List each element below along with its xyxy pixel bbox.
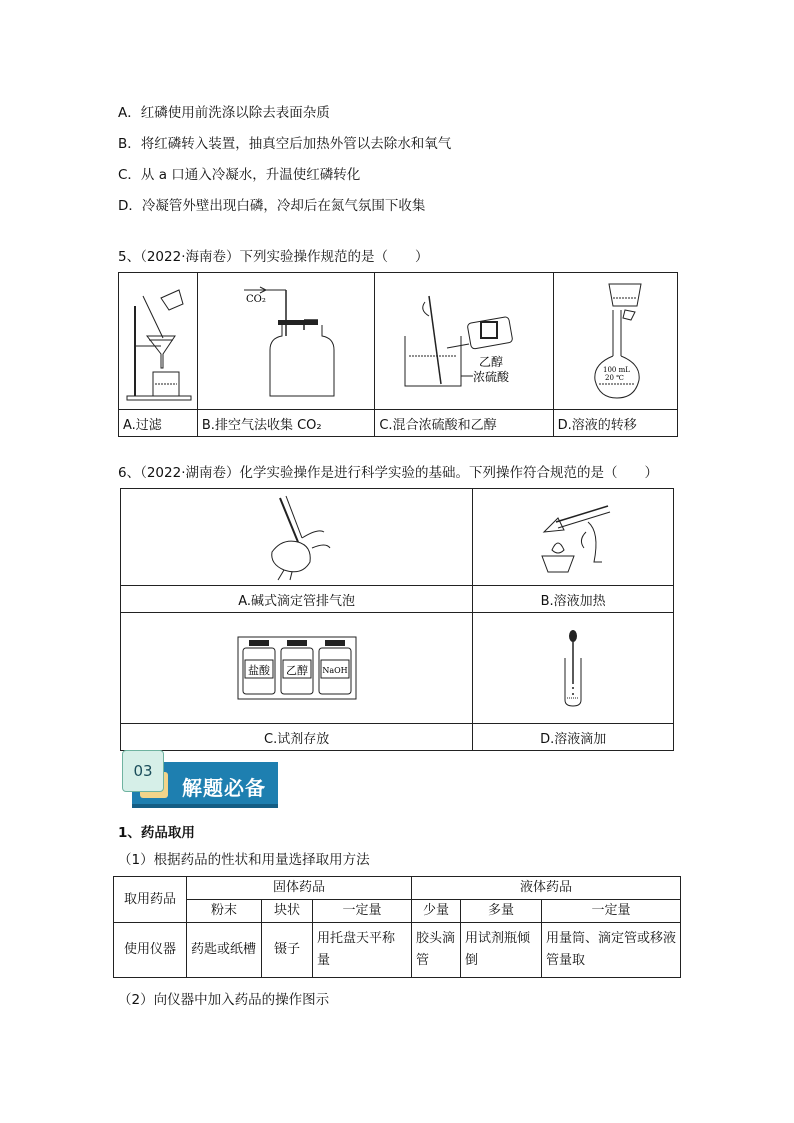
q5-caption-c: C.混合浓硫酸和乙醇 bbox=[375, 410, 553, 437]
drug-table-cell: 镊子 bbox=[262, 923, 313, 978]
q5-filter-figure bbox=[119, 273, 198, 410]
drug-table-cell: 胶头滴管 bbox=[412, 923, 461, 978]
q6-caption-b: B.溶液加热 bbox=[473, 586, 674, 613]
svg-text:盐酸: 盐酸 bbox=[247, 664, 270, 677]
drug-table-subheader: 一定量 bbox=[542, 900, 681, 923]
q6-burette-figure bbox=[121, 489, 473, 586]
badge-title: 解题必备 bbox=[182, 776, 266, 800]
svg-text:20 ℃: 20 ℃ bbox=[605, 374, 625, 382]
drug-table bbox=[113, 876, 681, 978]
section-badge bbox=[122, 750, 278, 810]
q5-question: 5、（2022·海南卷）下列实验操作规范的是（ ） bbox=[118, 249, 429, 265]
badge-bar-shadow bbox=[132, 804, 278, 808]
drug-table-subheader: 粉末 bbox=[187, 900, 262, 923]
volumetric-flask-icon bbox=[565, 276, 665, 406]
drug-table-subheader: 多量 bbox=[461, 900, 542, 923]
q4-option-d: D．冷凝管外壁出现白磷，冷却后在氮气氛围下收集 bbox=[118, 198, 426, 214]
q5-caption-b: B.排空气法收集 CO₂ bbox=[197, 410, 374, 437]
q6-dropper-figure bbox=[473, 613, 674, 724]
beaker-mixing-icon bbox=[389, 276, 539, 406]
q6-caption-c: C.试剂存放 bbox=[121, 724, 473, 751]
svg-text:CO₂: CO₂ bbox=[246, 294, 266, 305]
drug-table-solid-header: 固体药品 bbox=[187, 877, 412, 900]
reagent-bottles-icon bbox=[237, 636, 357, 700]
drug-table-subheader: 块状 bbox=[262, 900, 313, 923]
filter-apparatus-icon bbox=[121, 276, 195, 406]
section-heading: 1、药品取用 bbox=[118, 825, 195, 841]
q5-caption-a: A.过滤 bbox=[119, 410, 198, 437]
svg-text:100 mL: 100 mL bbox=[603, 366, 631, 374]
q5-caption-d: D.溶液的转移 bbox=[553, 410, 677, 437]
badge-number: 03 bbox=[122, 750, 164, 792]
drug-table-liquid-header: 液体药品 bbox=[412, 877, 681, 900]
drug-table-cell: 药匙或纸槽 bbox=[187, 923, 262, 978]
svg-text:NaOH: NaOH bbox=[322, 666, 348, 675]
drug-table-row-header-2: 使用仪器 bbox=[114, 923, 187, 978]
section-sub2: （2）向仪器中加入药品的操作图示 bbox=[118, 992, 330, 1008]
svg-text:乙醇: 乙醇 bbox=[285, 664, 308, 677]
drug-table-cell: 用试剂瓶倾倒 bbox=[461, 923, 542, 978]
svg-text:乙醇: 乙醇 bbox=[478, 355, 503, 369]
q4-option-c: C．从 a 口通入冷凝水，升温使红磷转化 bbox=[118, 167, 361, 183]
drug-table-cell: 用托盘天平称量 bbox=[313, 923, 412, 978]
q6-bottles-figure bbox=[121, 613, 473, 724]
drug-table-subheader: 少量 bbox=[412, 900, 461, 923]
q6-figure-table bbox=[120, 488, 674, 751]
q4-option-b: B．将红磷转入装置，抽真空后加热外管以去除水和氧气 bbox=[118, 136, 452, 152]
q5-figure-table bbox=[118, 272, 678, 437]
section-sub1: （1）根据药品的性状和用量选择取用方法 bbox=[118, 852, 370, 868]
q6-caption-d: D.溶液滴加 bbox=[473, 724, 674, 751]
q6-caption-a: A.碱式滴定管排气泡 bbox=[121, 586, 473, 613]
gas-bottle-icon bbox=[226, 276, 346, 406]
q6-heating-figure bbox=[473, 489, 674, 586]
svg-text:浓硫酸: 浓硫酸 bbox=[472, 370, 509, 384]
drug-table-subheader: 一定量 bbox=[313, 900, 412, 923]
hand-burette-icon bbox=[252, 492, 342, 582]
test-tube-heating-icon bbox=[528, 492, 618, 582]
drug-table-cell: 用量筒、滴定管或移液管量取 bbox=[542, 923, 681, 978]
q5-transfer-figure bbox=[553, 273, 677, 410]
q5-gas-collection-figure bbox=[197, 273, 374, 410]
q4-option-a: A．红磷使用前洗涤以除去表面杂质 bbox=[118, 105, 330, 121]
q6-question: 6、（2022·湖南卷）化学实验操作是进行科学实验的基础。下列操作符合规范的是（ ） bbox=[118, 465, 658, 481]
q5-mixing-figure bbox=[375, 273, 553, 410]
dropper-tube-icon bbox=[553, 628, 593, 708]
drug-table-row-header-1: 取用药品 bbox=[114, 877, 187, 923]
